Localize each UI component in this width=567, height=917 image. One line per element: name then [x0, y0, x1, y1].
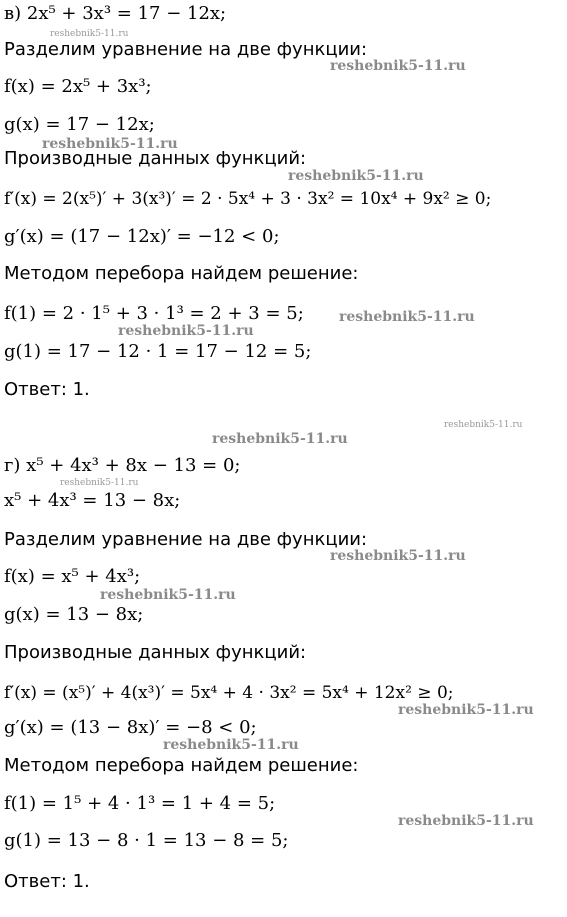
watermark: reshebnik5-11.ru: [444, 420, 523, 430]
watermark: reshebnik5-11.ru: [118, 323, 254, 339]
part-g-answer: Ответ: 1.: [4, 871, 90, 892]
watermark: reshebnik5-11.ru: [330, 548, 466, 564]
watermark: reshebnik5-11.ru: [42, 136, 178, 152]
part-v-f1: f(1) = 2 · 1⁵ + 3 · 1³ = 2 + 3 = 5;: [4, 303, 304, 324]
part-v-answer: Ответ: 1.: [4, 379, 90, 400]
part-v-search-text: Методом перебора найдем решение:: [4, 263, 359, 284]
part-v-g-definition: g(x) = 17 − 12x;: [4, 114, 155, 135]
watermark: reshebnik5-11.ru: [163, 737, 299, 753]
part-v-f-definition: f(x) = 2x⁵ + 3x³;: [4, 76, 152, 97]
part-v-split-text: Разделим уравнение на две функции:: [4, 39, 368, 60]
part-g-g-prime: g′(x) = (13 − 8x)′ = −8 < 0;: [4, 717, 257, 738]
part-g-equation: г) x⁵ + 4x³ + 8x − 13 = 0;: [4, 455, 241, 476]
part-g-rewritten: x⁵ + 4x³ = 13 − 8x;: [4, 490, 181, 511]
part-g-f-prime: f′(x) = (x⁵)′ + 4(x³)′ = 5x⁴ + 4 · 3x² = 5x⁴ + 12x² ≥ 0;: [4, 683, 454, 703]
watermark: reshebnik5-11.ru: [212, 431, 348, 447]
part-g-split-text: Разделим уравнение на две функции:: [4, 529, 368, 550]
part-v-g-prime: g′(x) = (17 − 12x)′ = −12 < 0;: [4, 226, 280, 247]
part-v-derivatives-text: Производные данных функций:: [4, 148, 307, 169]
watermark: reshebnik5-11.ru: [50, 29, 129, 39]
part-v-equation: в) 2x⁵ + 3x³ = 17 − 12x;: [4, 3, 227, 24]
watermark: reshebnik5-11.ru: [398, 813, 534, 829]
part-g-g1: g(1) = 13 − 8 · 1 = 13 − 8 = 5;: [4, 830, 289, 851]
part-g-search-text: Методом перебора найдем решение:: [4, 755, 359, 776]
watermark: reshebnik5-11.ru: [100, 587, 236, 603]
part-g-derivatives-text: Производные данных функций:: [4, 642, 307, 663]
part-g-g-definition: g(x) = 13 − 8x;: [4, 604, 144, 625]
part-v-f-prime: f′(x) = 2(x⁵)′ + 3(x³)′ = 2 · 5x⁴ + 3 · 3x² = 10x⁴ + 9x² ≥ 0;: [4, 189, 492, 209]
watermark: reshebnik5-11.ru: [330, 58, 466, 74]
part-v-g1: g(1) = 17 − 12 · 1 = 17 − 12 = 5;: [4, 341, 312, 362]
watermark: reshebnik5-11.ru: [398, 702, 534, 718]
part-g-f1: f(1) = 1⁵ + 4 · 1³ = 1 + 4 = 5;: [4, 793, 276, 814]
part-g-f-definition: f(x) = x⁵ + 4x³;: [4, 566, 141, 587]
watermark: reshebnik5-11.ru: [339, 309, 475, 325]
watermark: reshebnik5-11.ru: [60, 478, 139, 488]
watermark: reshebnik5-11.ru: [288, 168, 424, 184]
